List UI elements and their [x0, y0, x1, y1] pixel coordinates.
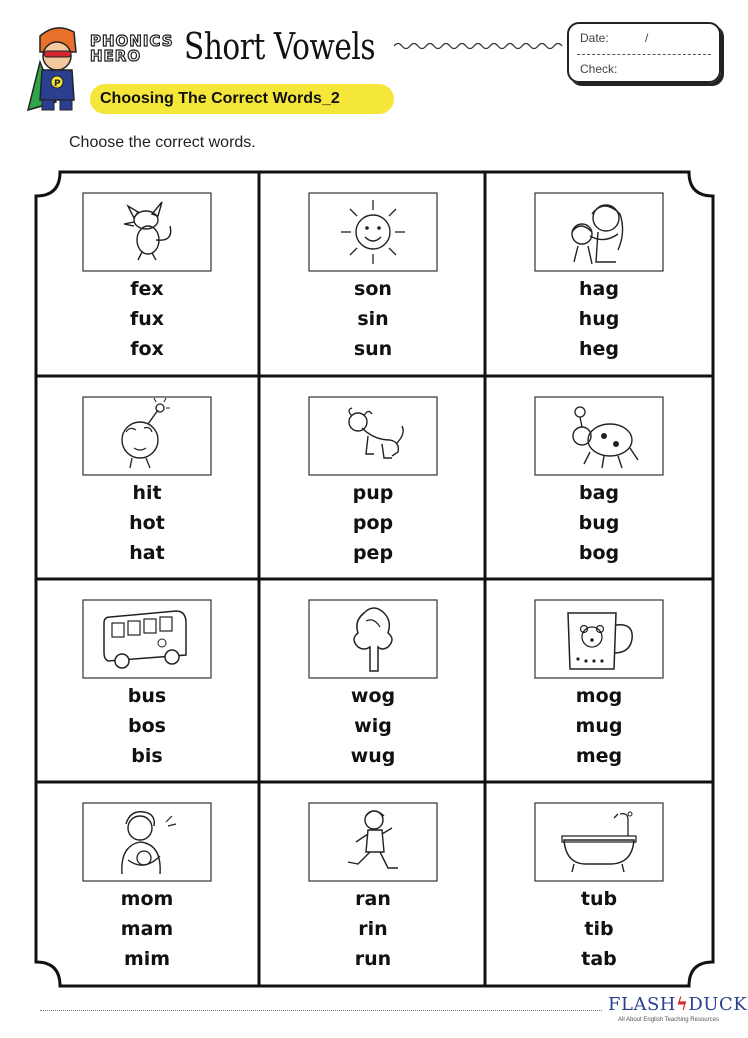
word-choices: [486, 478, 712, 568]
word-choices: [260, 274, 486, 364]
word-cell-7: [34, 581, 260, 784]
word-option[interactable]: bug: [578, 512, 620, 534]
word-option[interactable]: fux: [129, 308, 165, 330]
word-option[interactable]: ran: [355, 888, 391, 910]
word-option[interactable]: wug: [350, 745, 396, 767]
word-option[interactable]: mom: [120, 888, 174, 910]
word-option[interactable]: pep: [352, 542, 394, 564]
word-option[interactable]: sin: [357, 308, 389, 330]
word-cell-10: [34, 784, 260, 987]
word-cell-4: [34, 378, 260, 581]
word-cell-3: [486, 174, 712, 377]
brand-line-1: PHONICS: [90, 32, 174, 50]
word-option[interactable]: son: [354, 278, 392, 300]
svg-text:P: P: [54, 79, 61, 89]
word-cell-9: [486, 581, 712, 784]
mom-icon: [82, 802, 212, 882]
word-option[interactable]: wig: [354, 715, 392, 737]
footer-divider: [40, 1010, 602, 1011]
flashduck-logo: [608, 994, 747, 1015]
hug-icon: [534, 192, 664, 272]
word-option[interactable]: tab: [581, 948, 617, 970]
tagline-right: Teaching Resources: [664, 1017, 719, 1023]
word-choices: [486, 681, 712, 771]
word-cell-12: [486, 784, 712, 987]
run-icon: [308, 802, 438, 882]
word-option[interactable]: pup: [352, 482, 394, 504]
instructions: Choose the correct words.: [69, 134, 256, 151]
brand-line-2: HERO: [90, 47, 142, 65]
word-option[interactable]: fox: [130, 338, 164, 360]
word-choices: [486, 274, 712, 364]
word-option[interactable]: bag: [578, 482, 620, 504]
word-option[interactable]: bos: [128, 715, 166, 737]
logo-left-text: FLASH: [608, 994, 676, 1015]
word-cell-2: [260, 174, 486, 377]
page-title: Short Vowels: [184, 27, 376, 68]
word-option[interactable]: mug: [575, 715, 623, 737]
word-option[interactable]: meg: [575, 745, 623, 767]
pup-icon: [308, 396, 438, 476]
word-cell-11: [260, 784, 486, 987]
word-option[interactable]: hat: [129, 542, 165, 564]
bug-icon: [534, 396, 664, 476]
word-option[interactable]: hag: [579, 278, 619, 300]
word-option[interactable]: bog: [578, 542, 620, 564]
word-option[interactable]: heg: [578, 338, 619, 360]
word-option[interactable]: pop: [352, 512, 394, 534]
word-option[interactable]: run: [354, 948, 392, 970]
word-choices: [34, 478, 260, 568]
word-choices: [34, 274, 260, 364]
mug-icon: [534, 599, 664, 679]
logo-tagline: [618, 1017, 719, 1023]
word-choices: [260, 478, 486, 568]
word-option[interactable]: rin: [358, 918, 388, 940]
word-choices: [260, 681, 486, 771]
word-option[interactable]: tub: [580, 888, 618, 910]
word-cell-6: [486, 378, 712, 581]
word-choices: [34, 681, 260, 771]
sun-icon: [308, 192, 438, 272]
date-label: Date:: [580, 31, 609, 45]
word-cell-1: [34, 174, 260, 377]
word-option[interactable]: mog: [575, 685, 623, 707]
word-option[interactable]: tib: [584, 918, 614, 940]
word-option[interactable]: fex: [130, 278, 164, 300]
word-option[interactable]: bis: [131, 745, 163, 767]
word-choices: [34, 884, 260, 974]
word-option[interactable]: sun: [353, 338, 393, 360]
lightning-icon: ϟ: [675, 994, 689, 1015]
word-option[interactable]: wog: [350, 685, 396, 707]
check-label: Check:: [580, 62, 618, 76]
word-option[interactable]: hit: [132, 482, 162, 504]
worksheet-subtitle: Choosing The Correct Words_2: [100, 90, 340, 107]
word-cell-5: [260, 378, 486, 581]
word-option[interactable]: mim: [123, 948, 171, 970]
hit-icon: [82, 396, 212, 476]
word-cell-8: [260, 581, 486, 784]
word-option[interactable]: bus: [127, 685, 167, 707]
word-choices: [486, 884, 712, 974]
word-option[interactable]: hot: [129, 512, 165, 534]
word-option[interactable]: mam: [120, 918, 174, 940]
bus-icon: [82, 599, 212, 679]
tub-icon: [534, 802, 664, 882]
logo-right-text: DUCK: [688, 994, 748, 1015]
wig-icon: [308, 599, 438, 679]
word-option[interactable]: hug: [578, 308, 620, 330]
word-choices: [260, 884, 486, 974]
tagline-left: All About English: [618, 1017, 664, 1023]
fox-icon: [82, 192, 212, 272]
date-separator: /: [645, 31, 649, 45]
